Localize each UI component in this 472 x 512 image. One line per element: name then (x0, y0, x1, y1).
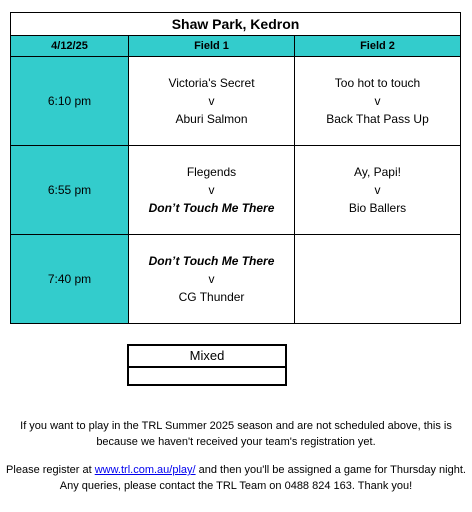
away-team: Back That Pass Up (326, 112, 429, 126)
time-cell: 6:55 pm (11, 146, 129, 235)
legend-label: Mixed (129, 346, 285, 368)
register-link[interactable]: www.trl.com.au/play/ (94, 464, 196, 476)
match-cell (129, 57, 295, 146)
match-cell (129, 235, 295, 324)
venue-row (11, 13, 461, 36)
register-text-after: and then you'll be assigned a game for Thursday night. Any queries, please contact the TRL Team on 0488 824 163. Thank you! (59, 464, 466, 492)
fixture-table (10, 12, 461, 324)
match-cell (295, 146, 461, 235)
home-team: Ay, Papi! (354, 165, 401, 179)
legend-box (127, 344, 287, 386)
time-slot-row (11, 146, 461, 235)
time-slot-row (11, 235, 461, 324)
away-team: CG Thunder (178, 290, 245, 304)
date-header: 4/12/25 (11, 36, 129, 57)
venue-title: Shaw Park, Kedron (11, 13, 461, 36)
registration-notice: If you want to play in the TRL Summer 2025 season and are not scheduled above, this is because we haven't received your team's registration yet. (20, 420, 452, 448)
home-team: Too hot to touch (334, 76, 421, 90)
versus-label: v (208, 94, 215, 108)
register-text-before: Please register at (6, 464, 95, 476)
field2-header: Field 2 (295, 36, 461, 57)
versus-label: v (374, 183, 381, 197)
match-cell (129, 146, 295, 235)
versus-label: v (374, 94, 381, 108)
match-cell (295, 57, 461, 146)
header-row (11, 36, 461, 57)
empty-match-cell (295, 235, 461, 324)
field1-header: Field 1 (129, 36, 295, 57)
versus-label: v (208, 272, 215, 286)
home-team: Don’t Touch Me There (148, 254, 275, 268)
time-cell: 6:10 pm (11, 57, 129, 146)
time-cell: 7:40 pm (11, 235, 129, 324)
away-team: Don’t Touch Me There (148, 201, 275, 215)
home-team: Victoria's Secret (168, 76, 255, 90)
time-slot-row (11, 57, 461, 146)
home-team: Flegends (186, 165, 237, 179)
away-team: Aburi Salmon (175, 112, 248, 126)
away-team: Bio Ballers (348, 201, 407, 215)
versus-label: v (208, 183, 215, 197)
register-instructions (6, 462, 466, 494)
